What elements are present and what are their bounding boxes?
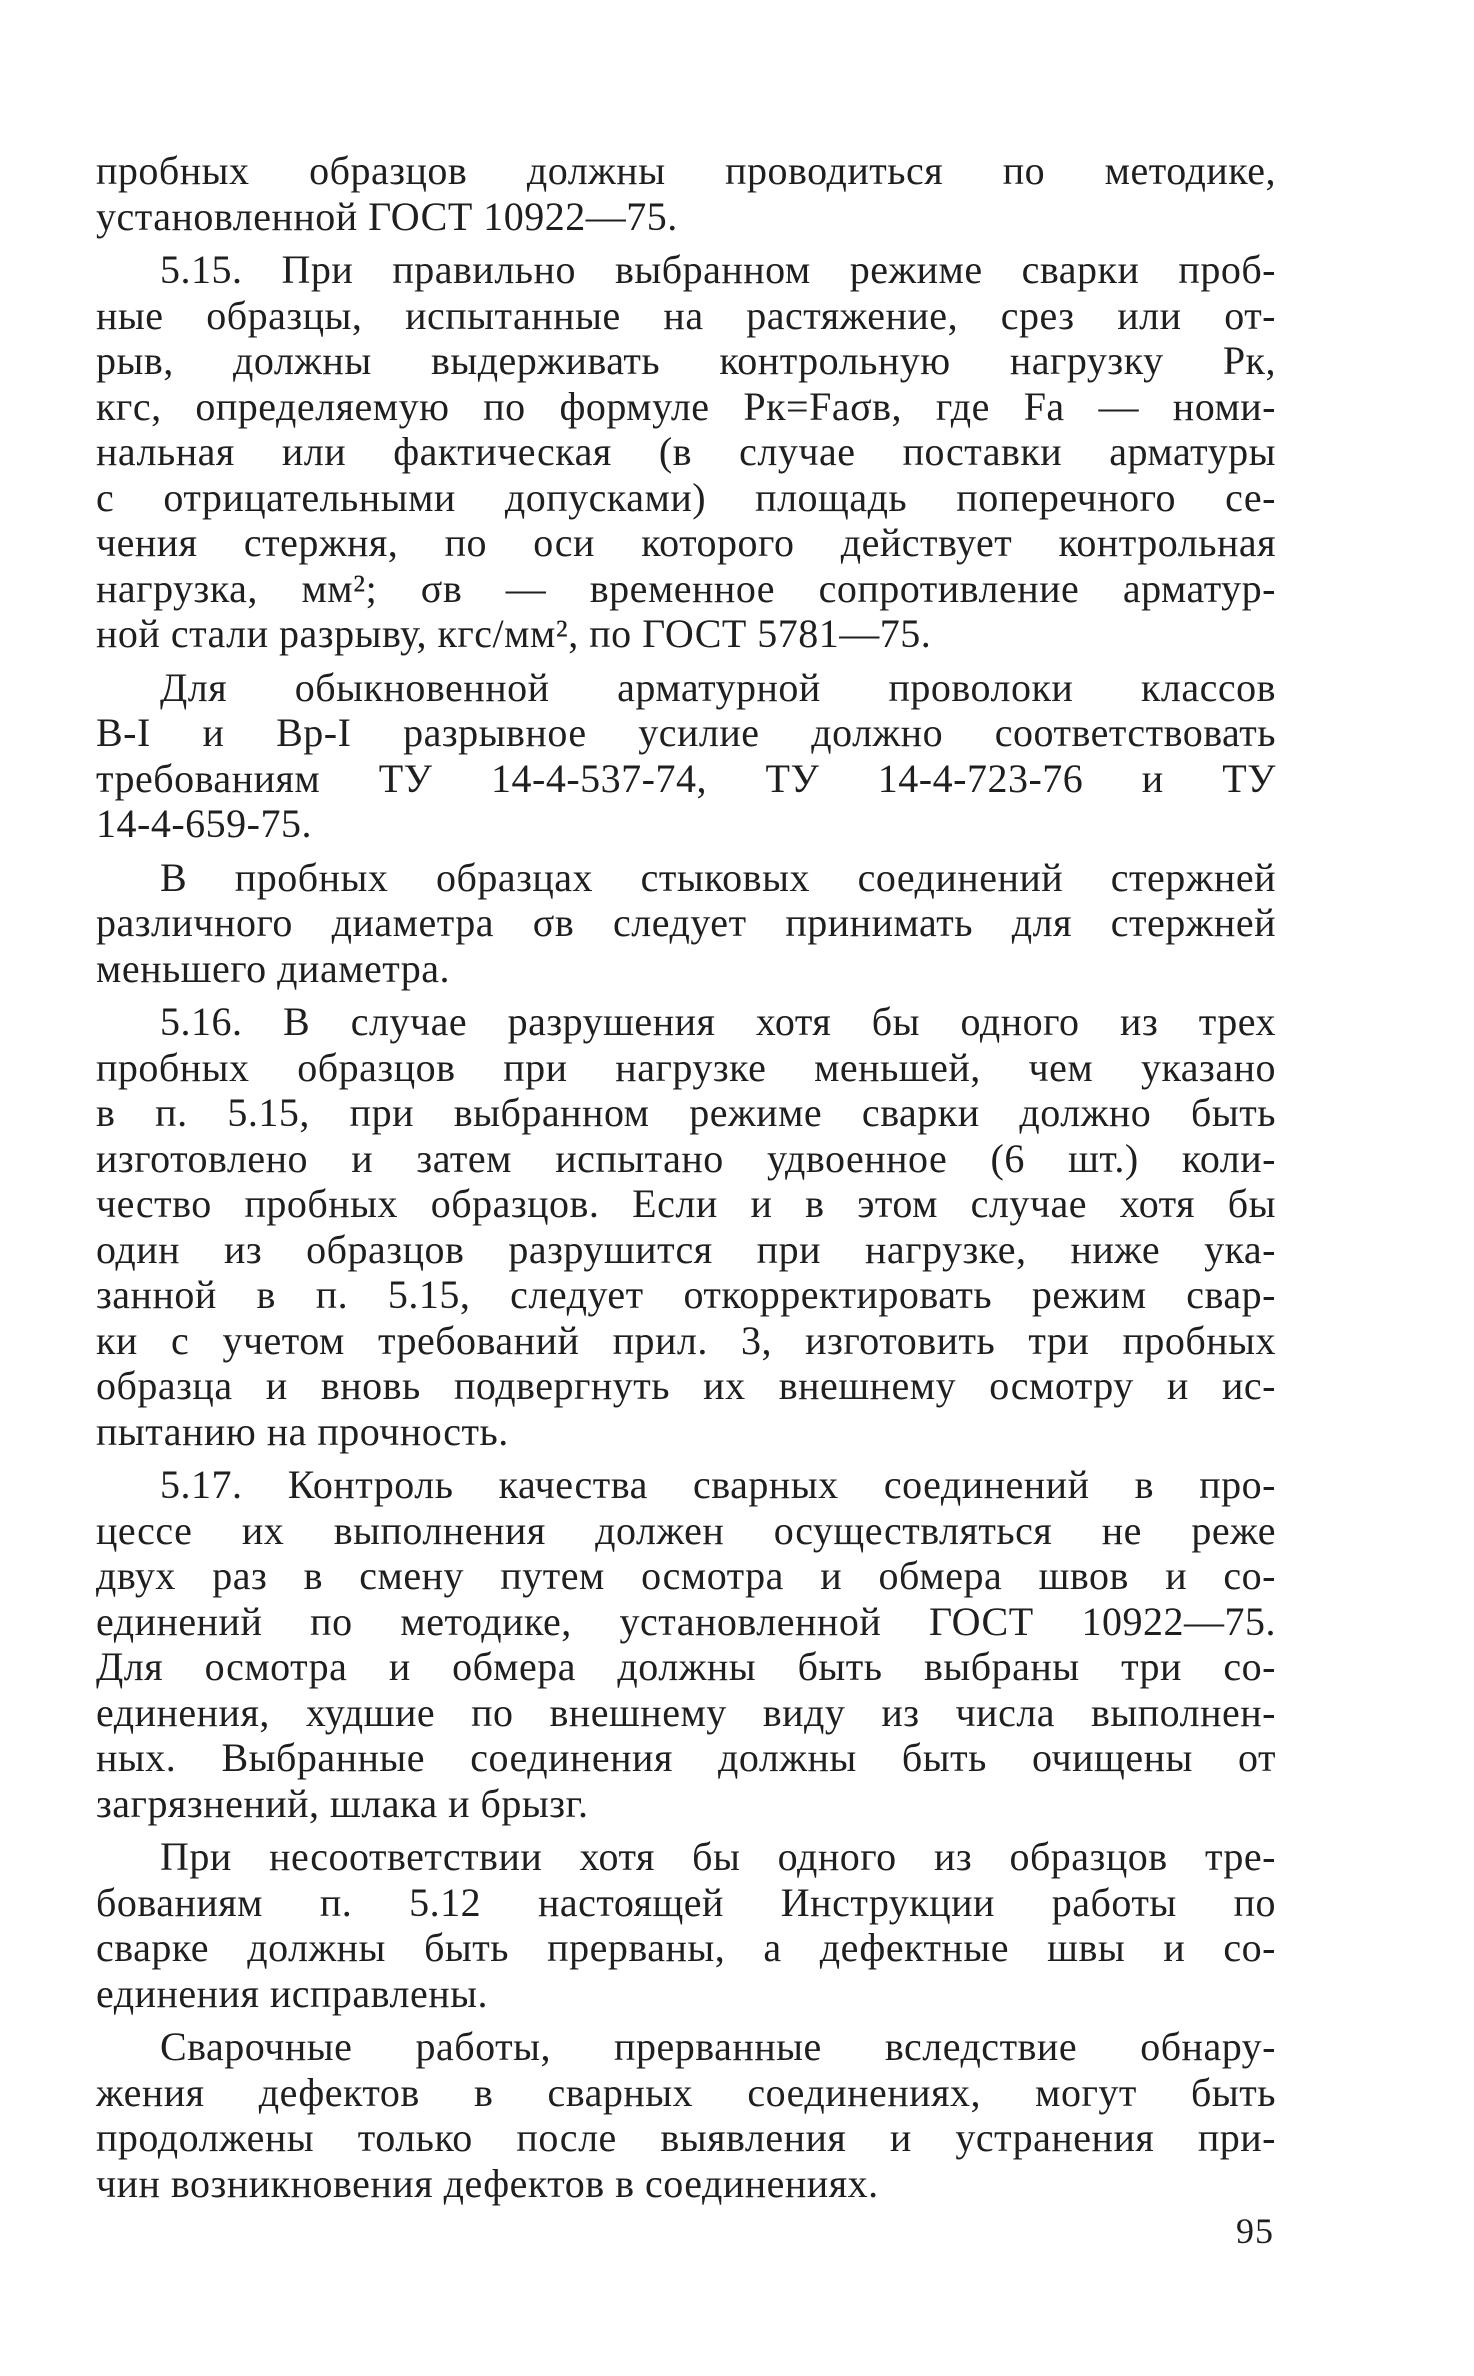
text-line: изготовлено и затем испытано удвоенное (6 шт.) коли-: [96, 1135, 1276, 1181]
text-line: единения исправлены.: [96, 1970, 489, 2016]
text-line: 5.15. При правильно выбранном режиме сварки проб-: [160, 247, 1276, 292]
text-line: чество пробных образцов. Если и в этом случае хотя бы: [96, 1181, 1276, 1226]
text-line: жения дефектов в сварных соединениях, могут быть: [96, 2069, 1276, 2115]
text-line: продолжены только после выявления и устранения при-: [96, 2115, 1276, 2160]
paragraph-5-17: [96, 1462, 1276, 1826]
text-line: двух раз в смену путем осмотра и обмера швов и со-: [96, 1553, 1276, 1598]
text-line: пробных образцов должны проводиться по методике,: [96, 148, 1276, 193]
text-line: пытанию на прочность.: [96, 1408, 509, 1454]
text-line: сварке должны быть прерваны, а дефектные швы и со-: [96, 1925, 1276, 1970]
paragraph-nonconformity: [96, 1834, 1276, 2016]
text-line: 5.16. В случае разрушения хотя бы одного из трех: [160, 999, 1276, 1044]
paragraph-interrupted-work: [96, 2024, 1276, 2206]
text-line: Сварочные работы, прерванные вследствие обнару-: [160, 2024, 1276, 2069]
text-line: ных. Выбранные соединения должны быть очищены от: [96, 1735, 1276, 1780]
text-line: Для осмотра и обмера должны быть выбраны три со-: [96, 1644, 1276, 1689]
text-line: нальная или фактическая (в случае поставки арматуры: [96, 429, 1276, 474]
text-line: установленной ГОСТ 10922—75.: [96, 193, 678, 239]
text-line: цессе их выполнения должен осуществляться не реже: [96, 1507, 1276, 1553]
text-line: в п. 5.15, при выбранном режиме сварки должно быть: [96, 1090, 1276, 1135]
text-line: меньшего диаметра.: [96, 945, 450, 991]
text-line: единений по методике, установленной ГОСТ 10922—75.: [96, 1598, 1276, 1644]
text-line: чин возникновения дефектов в соединениях.: [96, 2160, 879, 2206]
text-line: 5.17. Контроль качества сварных соединений в про-: [160, 1462, 1276, 1507]
document-body: [96, 148, 1276, 2206]
text-line: пробных образцов при нагрузке меньшей, чем указано: [96, 1044, 1276, 1090]
page-number: 95: [1236, 2211, 1274, 2251]
text-line: Для обыкновенной арматурной проволоки классов: [160, 664, 1276, 710]
paragraph-continuation: [96, 148, 1276, 239]
text-line: загрязнений, шлака и брызг.: [96, 1780, 589, 1826]
text-line: один из образцов разрушится при нагрузке, ниже ука-: [96, 1226, 1276, 1272]
text-line: ные образцы, испытанные на растяжение, срез или от-: [96, 292, 1276, 338]
text-line: образца и вновь подвергнуть их внешнему осмотру и ис-: [96, 1363, 1276, 1408]
text-line: кгс, определяемую по формуле Pк=Faσв, где Fa — номи-: [96, 383, 1276, 429]
text-line: ной стали разрыву, кгс/мм², по ГОСТ 5781—75.: [96, 611, 932, 656]
text-line: бованиям п. 5.12 настоящей Инструкции работы по: [96, 1879, 1276, 1925]
text-line: 14-4-659-75.: [96, 801, 312, 846]
text-line: ки с учетом требований прил. 3, изготовить три пробных: [96, 1317, 1276, 1363]
text-line: чения стержня, по оси которого действует контрольная: [96, 520, 1276, 565]
text-line: занной в п. 5.15, следует откорректировать режим свар-: [96, 1272, 1276, 1317]
text-line: рыв, должны выдерживать контрольную нагрузку Pк,: [96, 338, 1276, 383]
text-line: При несоответствии хотя бы одного из образцов тре-: [160, 1834, 1276, 1879]
paragraph-wire-classes: [96, 665, 1276, 847]
text-line: требованиям ТУ 14-4-537-74, ТУ 14-4-723-76 и ТУ: [96, 755, 1276, 801]
text-line: с отрицательными допусками) площадь поперечного се-: [96, 474, 1276, 520]
text-line: В пробных образцах стыковых соединений стержней: [160, 854, 1276, 900]
text-line: нагрузка, мм²; σв — временное сопротивление арматур-: [96, 565, 1276, 611]
text-line: В-I и Вр-I разрывное усилие должно соответствовать: [96, 710, 1276, 755]
paragraph-5-16: [96, 999, 1276, 1454]
text-line: различного диаметра σв следует принимать для стержней: [96, 900, 1276, 945]
paragraph-5-15: [96, 247, 1276, 657]
text-line: единения, худшие по внешнему виду из числа выполнен-: [96, 1689, 1276, 1735]
paragraph-butt-joints: [96, 855, 1276, 992]
